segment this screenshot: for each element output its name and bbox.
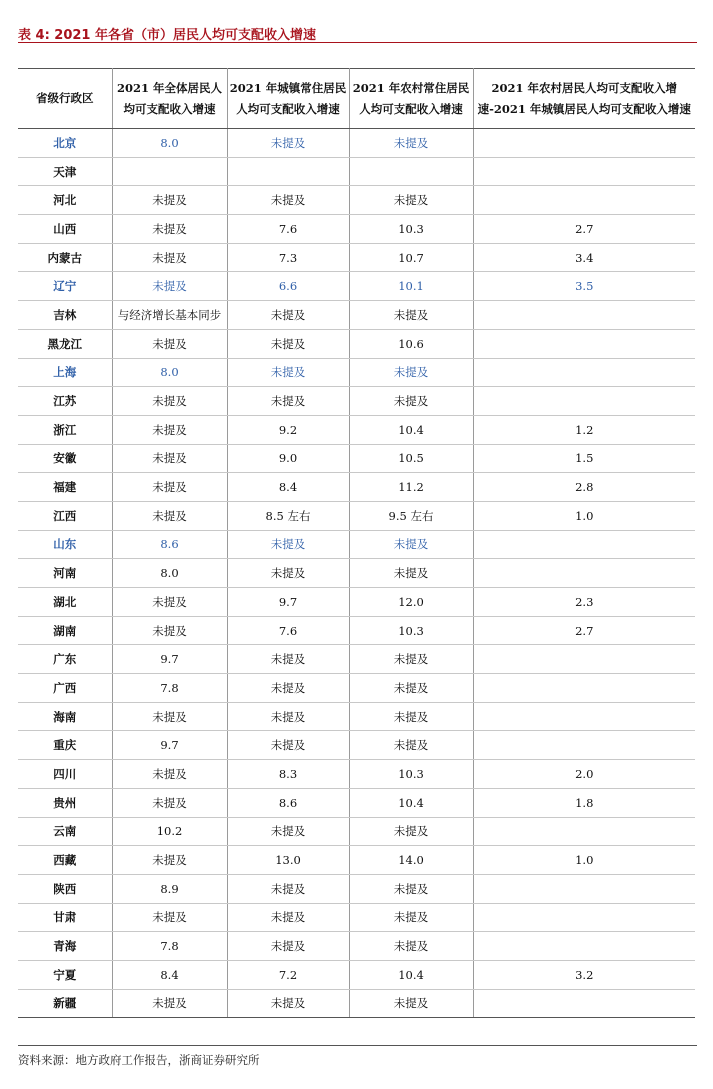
cell-province: 北京 — [18, 129, 112, 158]
cell-urban: 未提及 — [227, 674, 349, 703]
cell-rural: 未提及 — [349, 559, 473, 588]
cell-rural-minus-urban: 3.5 — [473, 272, 695, 301]
cell-urban: 未提及 — [227, 989, 349, 1018]
cell-all-residents: 未提及 — [112, 760, 227, 789]
cell-rural: 10.5 — [349, 444, 473, 473]
table-row — [18, 588, 695, 617]
cell-urban: 未提及 — [227, 645, 349, 674]
cell-all-residents: 与经济增长基本同步 — [112, 301, 227, 330]
cell-province: 江苏 — [18, 387, 112, 416]
cell-province: 福建 — [18, 473, 112, 502]
cell-rural: 10.1 — [349, 272, 473, 301]
cell-rural: 未提及 — [349, 731, 473, 760]
cell-province: 广东 — [18, 645, 112, 674]
cell-rural-minus-urban: 1.5 — [473, 444, 695, 473]
cell-province: 吉林 — [18, 301, 112, 330]
cell-all-residents: 未提及 — [112, 846, 227, 875]
cell-urban: 7.6 — [227, 616, 349, 645]
cell-all-residents: 8.0 — [112, 129, 227, 158]
cell-all-residents: 未提及 — [112, 788, 227, 817]
cell-province: 贵州 — [18, 788, 112, 817]
cell-rural: 未提及 — [349, 645, 473, 674]
cell-all-residents: 未提及 — [112, 473, 227, 502]
cell-all-residents: 未提及 — [112, 616, 227, 645]
cell-province: 河北 — [18, 186, 112, 215]
cell-rural-minus-urban: 3.4 — [473, 243, 695, 272]
cell-rural: 未提及 — [349, 301, 473, 330]
cell-rural-minus-urban — [473, 702, 695, 731]
cell-urban: 未提及 — [227, 186, 349, 215]
cell-all-residents: 8.0 — [112, 559, 227, 588]
cell-urban: 7.3 — [227, 243, 349, 272]
cell-rural: 9.5 左右 — [349, 501, 473, 530]
cell-all-residents: 10.2 — [112, 817, 227, 846]
cell-province: 安徽 — [18, 444, 112, 473]
cell-rural-minus-urban — [473, 530, 695, 559]
cell-province: 青海 — [18, 932, 112, 961]
table-row — [18, 301, 695, 330]
cell-urban: 未提及 — [227, 129, 349, 158]
table-row — [18, 559, 695, 588]
table-row — [18, 903, 695, 932]
table-row — [18, 444, 695, 473]
header-urban-residents: 2021 年城镇常住居民人均可支配收入增速 — [227, 69, 349, 129]
cell-rural: 未提及 — [349, 674, 473, 703]
cell-province: 宁夏 — [18, 960, 112, 989]
cell-rural: 未提及 — [349, 874, 473, 903]
cell-rural-minus-urban — [473, 903, 695, 932]
cell-province: 四川 — [18, 760, 112, 789]
cell-all-residents: 未提及 — [112, 387, 227, 416]
table-row — [18, 731, 695, 760]
cell-province: 西藏 — [18, 846, 112, 875]
cell-rural: 10.6 — [349, 329, 473, 358]
cell-rural-minus-urban — [473, 817, 695, 846]
income-growth-table — [18, 68, 695, 1018]
cell-rural: 14.0 — [349, 846, 473, 875]
cell-province: 浙江 — [18, 415, 112, 444]
cell-rural-minus-urban: 1.8 — [473, 788, 695, 817]
header-all-residents: 2021 年全体居民人均可支配收入增速 — [112, 69, 227, 129]
table-row — [18, 473, 695, 502]
cell-rural: 未提及 — [349, 817, 473, 846]
cell-rural: 10.7 — [349, 243, 473, 272]
cell-urban: 未提及 — [227, 301, 349, 330]
cell-rural-minus-urban — [473, 731, 695, 760]
cell-rural-minus-urban — [473, 157, 695, 186]
cell-all-residents: 未提及 — [112, 215, 227, 244]
cell-rural: 12.0 — [349, 588, 473, 617]
table-row — [18, 530, 695, 559]
cell-rural: 未提及 — [349, 186, 473, 215]
table-row — [18, 272, 695, 301]
table-row — [18, 817, 695, 846]
table-row — [18, 616, 695, 645]
cell-rural-minus-urban — [473, 874, 695, 903]
cell-all-residents: 未提及 — [112, 989, 227, 1018]
cell-rural-minus-urban — [473, 358, 695, 387]
table-row — [18, 157, 695, 186]
cell-urban: 未提及 — [227, 358, 349, 387]
cell-urban: 7.2 — [227, 960, 349, 989]
cell-province: 内蒙古 — [18, 243, 112, 272]
footer-divider — [18, 1045, 697, 1046]
header-rural-residents: 2021 年农村常住居民人均可支配收入增速 — [349, 69, 473, 129]
cell-urban: 未提及 — [227, 903, 349, 932]
cell-all-residents: 未提及 — [112, 243, 227, 272]
cell-province: 海南 — [18, 702, 112, 731]
cell-rural: 未提及 — [349, 387, 473, 416]
cell-all-residents: 未提及 — [112, 186, 227, 215]
cell-rural: 未提及 — [349, 530, 473, 559]
table-row — [18, 874, 695, 903]
cell-rural-minus-urban — [473, 301, 695, 330]
cell-province: 江西 — [18, 501, 112, 530]
title-divider — [18, 42, 697, 43]
table-row — [18, 329, 695, 358]
table-row — [18, 674, 695, 703]
cell-province: 山西 — [18, 215, 112, 244]
cell-all-residents: 9.7 — [112, 645, 227, 674]
cell-urban: 未提及 — [227, 731, 349, 760]
cell-province: 河南 — [18, 559, 112, 588]
source-note: 资料来源：地方政府工作报告，浙商证券研究所 — [18, 1053, 260, 1067]
cell-rural: 10.4 — [349, 960, 473, 989]
cell-rural: 10.3 — [349, 616, 473, 645]
cell-province: 湖南 — [18, 616, 112, 645]
cell-rural-minus-urban: 1.0 — [473, 501, 695, 530]
cell-rural: 未提及 — [349, 989, 473, 1018]
cell-rural: 11.2 — [349, 473, 473, 502]
cell-province: 云南 — [18, 817, 112, 846]
cell-rural: 未提及 — [349, 903, 473, 932]
cell-province: 天津 — [18, 157, 112, 186]
table-row — [18, 186, 695, 215]
cell-province: 新疆 — [18, 989, 112, 1018]
cell-all-residents: 未提及 — [112, 903, 227, 932]
cell-rural-minus-urban — [473, 387, 695, 416]
cell-urban: 未提及 — [227, 817, 349, 846]
cell-province: 湖北 — [18, 588, 112, 617]
cell-rural: 未提及 — [349, 129, 473, 158]
cell-urban — [227, 157, 349, 186]
table-row — [18, 215, 695, 244]
cell-urban: 8.4 — [227, 473, 349, 502]
table-row — [18, 846, 695, 875]
cell-rural-minus-urban: 2.8 — [473, 473, 695, 502]
cell-urban: 6.6 — [227, 272, 349, 301]
cell-all-residents: 未提及 — [112, 272, 227, 301]
cell-rural-minus-urban — [473, 989, 695, 1018]
cell-rural-minus-urban: 1.0 — [473, 846, 695, 875]
cell-urban: 未提及 — [227, 530, 349, 559]
cell-province: 陕西 — [18, 874, 112, 903]
table-row — [18, 760, 695, 789]
cell-urban: 未提及 — [227, 387, 349, 416]
cell-all-residents: 8.0 — [112, 358, 227, 387]
cell-urban: 未提及 — [227, 702, 349, 731]
cell-all-residents — [112, 157, 227, 186]
cell-province: 辽宁 — [18, 272, 112, 301]
cell-all-residents: 8.4 — [112, 960, 227, 989]
cell-urban: 9.7 — [227, 588, 349, 617]
cell-rural: 10.4 — [349, 415, 473, 444]
cell-all-residents: 9.7 — [112, 731, 227, 760]
cell-urban: 9.0 — [227, 444, 349, 473]
table-row — [18, 501, 695, 530]
cell-all-residents: 未提及 — [112, 501, 227, 530]
cell-urban: 未提及 — [227, 932, 349, 961]
cell-rural-minus-urban: 2.0 — [473, 760, 695, 789]
table-row — [18, 960, 695, 989]
cell-rural: 10.3 — [349, 215, 473, 244]
cell-rural — [349, 157, 473, 186]
table-row — [18, 702, 695, 731]
cell-urban: 7.6 — [227, 215, 349, 244]
cell-rural-minus-urban: 2.7 — [473, 215, 695, 244]
cell-rural-minus-urban — [473, 674, 695, 703]
table-row — [18, 989, 695, 1018]
cell-rural-minus-urban: 2.3 — [473, 588, 695, 617]
cell-rural-minus-urban: 1.2 — [473, 415, 695, 444]
cell-all-residents: 未提及 — [112, 702, 227, 731]
cell-province: 上海 — [18, 358, 112, 387]
cell-all-residents: 未提及 — [112, 444, 227, 473]
cell-urban: 8.5 左右 — [227, 501, 349, 530]
cell-rural-minus-urban — [473, 129, 695, 158]
table-row — [18, 243, 695, 272]
cell-all-residents: 7.8 — [112, 932, 227, 961]
cell-rural-minus-urban — [473, 932, 695, 961]
cell-urban: 未提及 — [227, 329, 349, 358]
cell-urban: 未提及 — [227, 559, 349, 588]
cell-urban: 8.3 — [227, 760, 349, 789]
table-title: 表 4: 2021 年各省（市）居民人均可支配收入增速 — [18, 28, 317, 43]
cell-rural-minus-urban — [473, 186, 695, 215]
table-row — [18, 415, 695, 444]
cell-urban: 13.0 — [227, 846, 349, 875]
cell-all-residents: 未提及 — [112, 329, 227, 358]
table-row — [18, 387, 695, 416]
cell-all-residents: 未提及 — [112, 588, 227, 617]
cell-rural: 10.4 — [349, 788, 473, 817]
cell-rural-minus-urban — [473, 559, 695, 588]
cell-all-residents: 8.6 — [112, 530, 227, 559]
table-row — [18, 932, 695, 961]
cell-rural-minus-urban: 2.7 — [473, 616, 695, 645]
cell-rural-minus-urban — [473, 645, 695, 674]
cell-urban: 未提及 — [227, 874, 349, 903]
cell-province: 重庆 — [18, 731, 112, 760]
cell-urban: 8.6 — [227, 788, 349, 817]
cell-rural: 未提及 — [349, 358, 473, 387]
table-body — [18, 129, 695, 1018]
cell-province: 甘肃 — [18, 903, 112, 932]
table-row — [18, 645, 695, 674]
header-province: 省级行政区 — [18, 69, 112, 129]
table-row — [18, 358, 695, 387]
table-header-row — [18, 69, 695, 129]
cell-province: 广西 — [18, 674, 112, 703]
cell-urban: 9.2 — [227, 415, 349, 444]
cell-province: 山东 — [18, 530, 112, 559]
cell-all-residents: 未提及 — [112, 415, 227, 444]
table-row — [18, 788, 695, 817]
table-row — [18, 129, 695, 158]
header-rural-minus-urban: 2021 年农村居民人均可支配收入增速-2021 年城镇居民人均可支配收入增速 — [473, 69, 695, 129]
cell-rural: 未提及 — [349, 702, 473, 731]
cell-rural-minus-urban — [473, 329, 695, 358]
cell-rural-minus-urban: 3.2 — [473, 960, 695, 989]
cell-rural: 未提及 — [349, 932, 473, 961]
cell-rural: 10.3 — [349, 760, 473, 789]
cell-province: 黑龙江 — [18, 329, 112, 358]
cell-all-residents: 7.8 — [112, 674, 227, 703]
cell-all-residents: 8.9 — [112, 874, 227, 903]
